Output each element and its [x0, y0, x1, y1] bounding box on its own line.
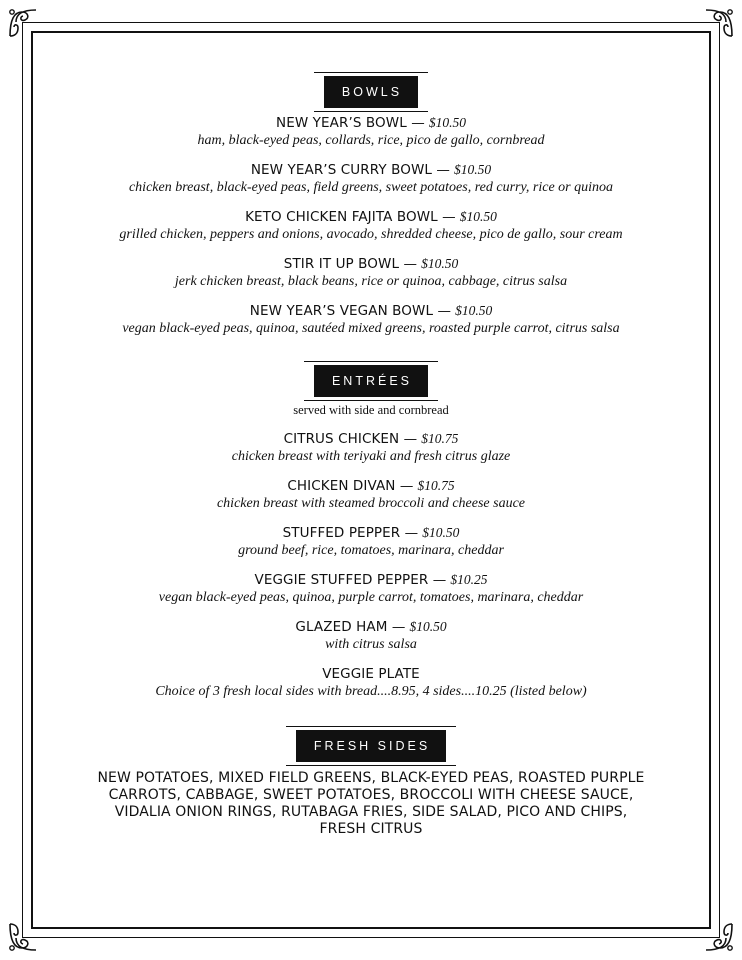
section-note: served with side and cornbread: [293, 403, 449, 417]
item-price: $10.50: [459, 209, 497, 224]
item-price: $10.25: [450, 572, 488, 587]
menu-item: [40, 571, 702, 606]
item-name: VEGGIE STUFFED PEPPER —: [254, 572, 447, 588]
corner-scroll-icon: [6, 920, 40, 954]
item-name: NEW YEAR’S BOWL —: [276, 115, 425, 131]
item-price: $10.50: [421, 256, 459, 271]
section-header-entrees: [40, 365, 702, 391]
item-description: chicken breast with teriyaki and fresh citrus glaze: [231, 449, 511, 464]
menu-content: [40, 76, 702, 838]
menu-item: [40, 161, 702, 196]
item-name: STIR IT UP BOWL —: [283, 256, 418, 272]
item-price: $10.50: [455, 303, 493, 318]
item-description: ground beef, rice, tomatoes, marinara, cheddar: [238, 543, 504, 558]
menu-item: [40, 302, 702, 337]
menu-item: [40, 477, 702, 512]
item-name: NEW YEAR’S VEGAN BOWL —: [249, 303, 452, 319]
item-name: NEW YEAR’S CURRY BOWL —: [250, 162, 451, 178]
section-title: FRESH SIDES: [296, 730, 446, 762]
menu-item: [40, 114, 702, 149]
item-name: CITRUS CHICKEN —: [283, 431, 418, 447]
section-title: BOWLS: [324, 76, 418, 108]
item-price: $10.75: [421, 431, 459, 446]
item-description: Choice of 3 fresh local sides with bread....8.95, 4 sides....10.25 (listed below): [155, 684, 587, 699]
menu-item: [40, 208, 702, 243]
item-description: jerk chicken breast, black beans, rice or quinoa, cabbage, citrus salsa: [174, 274, 568, 289]
item-price: $10.75: [417, 478, 455, 493]
section-header-bowls: [40, 76, 702, 102]
sides-list: NEW POTATOES, MIXED FIELD GREENS, BLACK-EYED PEAS, ROASTED PURPLE CARROTS, CABBAGE, SWEET POTATOES, BROCCOLI WITH CHEESE SAUCE, VIDALIA ONION RINGS, RUTABAGA FRIES, SIDE SALAD, PICO AND CHIPS, FRESH CITRUS: [97, 770, 645, 837]
corner-scroll-icon: [702, 6, 736, 40]
item-name: GLAZED HAM —: [295, 619, 406, 635]
item-price: $10.50: [428, 115, 466, 130]
item-description: vegan black-eyed peas, quinoa, sautéed mixed greens, roasted purple carrot, citrus salsa: [122, 321, 620, 336]
item-name: KETO CHICKEN FAJITA BOWL —: [245, 209, 456, 225]
menu-item: [40, 524, 702, 559]
section-title: ENTRÉES: [314, 365, 428, 397]
item-description: grilled chicken, peppers and onions, avocado, shredded cheese, pico de gallo, sour cream: [119, 227, 623, 242]
item-description: vegan black-eyed peas, quinoa, purple carrot, tomatoes, marinara, cheddar: [158, 590, 584, 605]
corner-scroll-icon: [702, 920, 736, 954]
item-description: chicken breast, black-eyed peas, field greens, sweet potatoes, red curry, rice or quinoa: [128, 180, 614, 195]
menu-item: [40, 665, 702, 700]
item-name: CHICKEN DIVAN —: [287, 478, 414, 494]
item-description: chicken breast with steamed broccoli and cheese sauce: [216, 496, 526, 511]
item-price: $10.50: [454, 162, 492, 177]
item-name: VEGGIE PLATE: [322, 666, 420, 682]
menu-item: [40, 618, 702, 653]
item-description: ham, black-eyed peas, collards, rice, pico de gallo, cornbread: [197, 133, 545, 148]
menu-item: [40, 255, 702, 290]
corner-scroll-icon: [6, 6, 40, 40]
section-header-sides: [40, 730, 702, 756]
item-name: STUFFED PEPPER —: [282, 525, 419, 541]
item-price: $10.50: [409, 619, 447, 634]
item-price: $10.50: [422, 525, 460, 540]
item-description: with citrus salsa: [325, 637, 417, 652]
menu-item: [40, 430, 702, 465]
